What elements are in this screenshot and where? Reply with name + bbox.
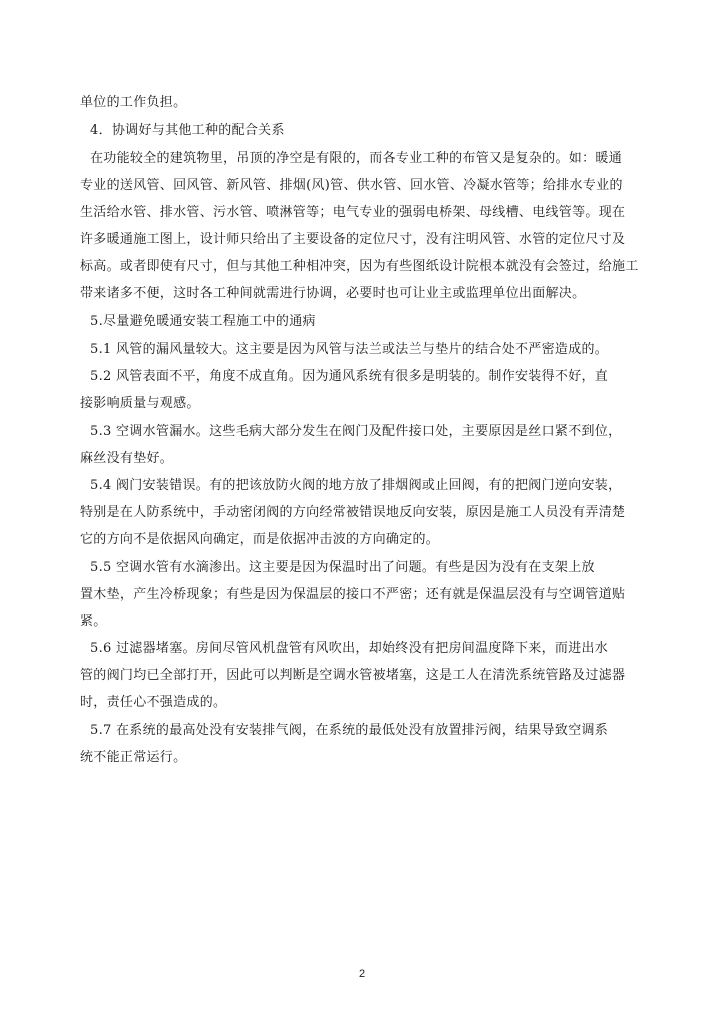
text-line: 麻丝没有垫好。 <box>80 451 174 466</box>
text-line: 管的阀门均已全部打开，因此可以判断是空调水管被堵塞，这是工人在清洗系统管路及过滤器 <box>80 668 626 683</box>
section-heading: 4．协调好与其他工种的配合关系 <box>90 123 285 138</box>
text-line: 许多暖通施工图上，设计师只给出了主要设备的定位尺寸，没有注明风管、水管的定位尺寸及 <box>80 232 626 247</box>
text-line: 专业的送风管、回风管、新风管、排烟(风)管、供水管、回水管、冷凝水管等；给排水专业的 <box>80 178 623 193</box>
text-line: 接影响质量与观感。 <box>80 396 200 411</box>
text-line: 单位的工作负担。 <box>80 95 187 110</box>
text-line: 5.5 空调水管有水滴渗出。这主要是因为保温时出了问题。有些是因为没有在支架上放 <box>90 560 595 575</box>
text-line: 5.7 在系统的最高处没有安装排气阀，在系统的最低处没有放置排污阀，结果导致空调系 <box>90 723 609 738</box>
text-line: 5.6 过滤器堵塞。房间尽管风机盘管有风吹出，却始终没有把房间温度降下来，而进出水 <box>90 641 609 656</box>
text-line: 标高。或者即使有尺寸，但与其他工种相冲突，因为有些图纸设计院根本就没有会签过，给施工 <box>80 259 639 274</box>
text-line: 统不能正常运行。 <box>80 750 187 765</box>
section-heading: 5.尽量避免暖通安装工程施工中的通病 <box>90 314 316 329</box>
text-line: 5.4 阀门安装错误。有的把该放防火阀的地方放了排烟阀或止回阀，有的把阀门逆向安装， <box>90 478 622 493</box>
text-line: 紧。 <box>80 614 107 629</box>
text-line: 5.2 风管表面不平，角度不成直角。因为通风系统有很多是明装的。制作安装得不好，直 <box>90 369 609 384</box>
text-line: 特别是在人防系统中，手动密闭阀的方向经常被错误地反向安装，原因是施工人员没有弄清楚 <box>80 505 626 520</box>
text-line: 时，责任心不强造成的。 <box>80 695 227 710</box>
text-line: 它的方向不是依据风向确定，而是依据冲击波的方向确定的。 <box>80 532 440 547</box>
page-number: 2 <box>358 968 366 980</box>
text-line: 生活给水管、排水管、污水管、喷淋管等；电气专业的强弱电桥架、母线槽、电线管等。现在 <box>80 205 626 220</box>
text-line: 5.1 风管的漏风量较大。这主要是因为风管与法兰或法兰与垫片的结合处不严密造成的。 <box>90 342 609 357</box>
text-line: 在功能较全的建筑物里，吊顶的净空是有限的，而各专业工种的布管又是复杂的。如：暖通 <box>90 151 623 166</box>
text-line: 带来诸多不便，这时各工种间就需进行协调，必要时也可让业主或监理单位出面解决。 <box>80 286 586 301</box>
text-line: 置木垫，产生冷桥现象；有些是因为保温层的接口不严密；还有就是保温层没有与空调管道贴 <box>80 587 626 602</box>
text-line: 5.3 空调水管漏水。这些毛病大部分发生在阀门及配件接口处，主要原因是丝口紧不到位， <box>90 424 622 439</box>
